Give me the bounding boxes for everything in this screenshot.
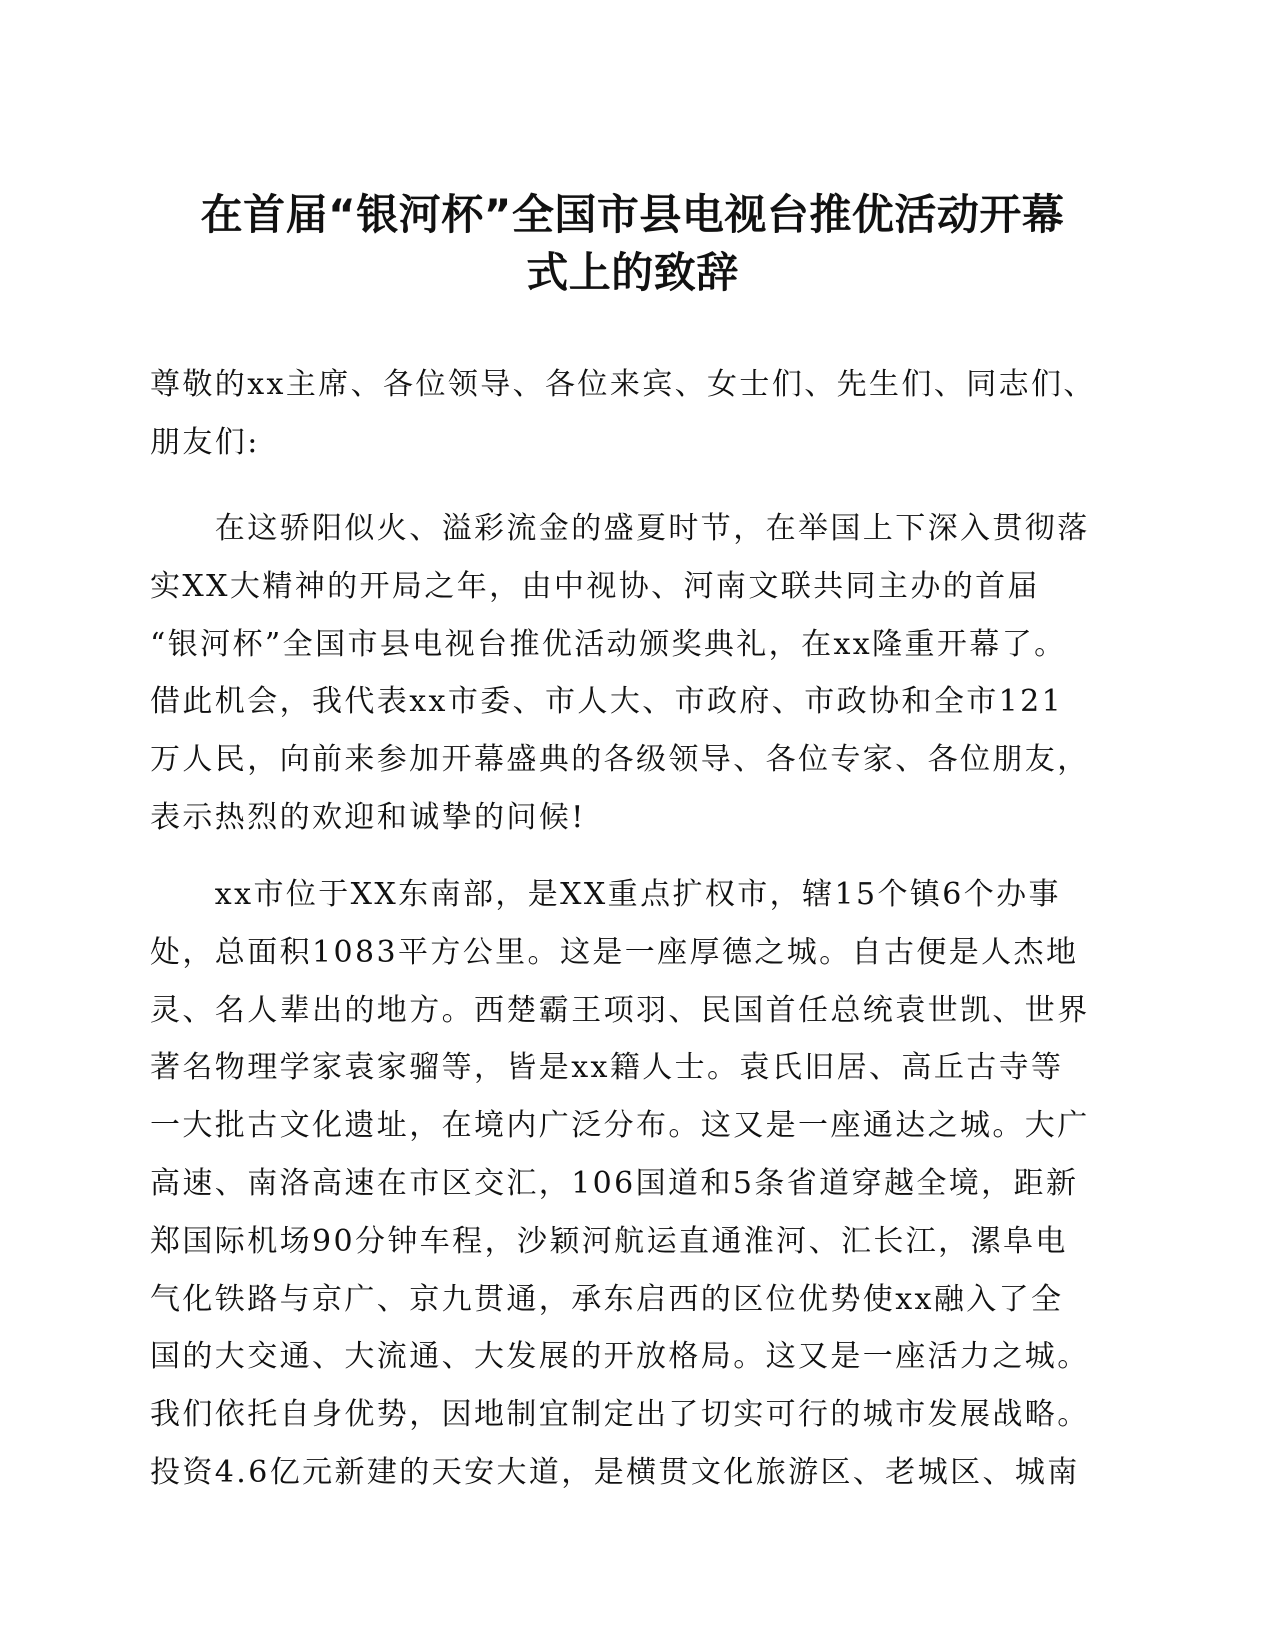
text-line: 著名物理学家袁家骝等，皆是xx籍人士。袁氏旧居、高丘古寺等 [150,1050,1064,1086]
text-line: 表示热烈的欢迎和诚挚的问候! [150,799,586,835]
text-line: 灵、名人辈出的地方。西楚霸王项羽、民国首任总统袁世凯、世界 [150,992,1090,1028]
text-line: 国的大交通、大流通、大发展的开放格局。这又是一座活力之城。 [150,1339,1090,1375]
text-line: 气化铁路与京广、京九贯通，承东启西的区位优势使xx融入了全 [150,1281,1064,1317]
text-line: 高速、南洛高速在市区交汇，106国道和5条省道穿越全境，距新 [150,1165,1079,1201]
text-line: 万人民，向前来参加开幕盛典的各级领导、各位专家、各位朋友， [150,742,1090,778]
text-line: xx市位于XX东南部，是XX重点扩权市，辖15个镇6个办事 [150,877,1061,912]
text-line: 尊敬的xx主席、各位领导、各位来宾、女士们、先生们、同志们、 [150,367,1096,402]
title-line: 在首届“银河杯”全国市县电视台推优活动开幕 [200,190,1065,239]
text-line: 投资4.6亿元新建的天安大道，是横贯文化旅游区、老城区、城南 [150,1454,1080,1490]
text-line: 实XX大精神的开局之年，由中视协、河南文联共同主办的首届 [150,568,1040,604]
text-line: 朋友们: [150,424,260,460]
document-title [145,186,1120,302]
text-line: 处，总面积1083平方公里。这是一座厚德之城。自古便是人杰地 [150,934,1079,970]
text-line: 郑国际机场90分钟车程，沙颖河航运直通淮河、汇长江，漯阜电 [150,1223,1068,1259]
paragraph-welcome [150,500,1120,847]
paragraph-city-intro [150,866,1120,1502]
text-line: 一大批古文化遗址，在境内广泛分布。这又是一座通达之城。大广 [150,1108,1090,1144]
text-line: 借此机会，我代表xx市委、市人大、市政府、市政协和全市121 [150,684,1064,720]
text-line: “银河杯”全国市县电视台推优活动颁奖典礼，在xx隆重开幕了。 [150,626,1067,662]
title-line: 式上的致辞 [526,248,739,297]
text-line: 我们依托自身优势，因地制宜制定出了切实可行的城市发展战略。 [150,1397,1090,1433]
text-line: 在这骄阳似火、溢彩流金的盛夏时节，在举国上下深入贯彻落 [150,511,1090,546]
salutation [150,356,1120,472]
